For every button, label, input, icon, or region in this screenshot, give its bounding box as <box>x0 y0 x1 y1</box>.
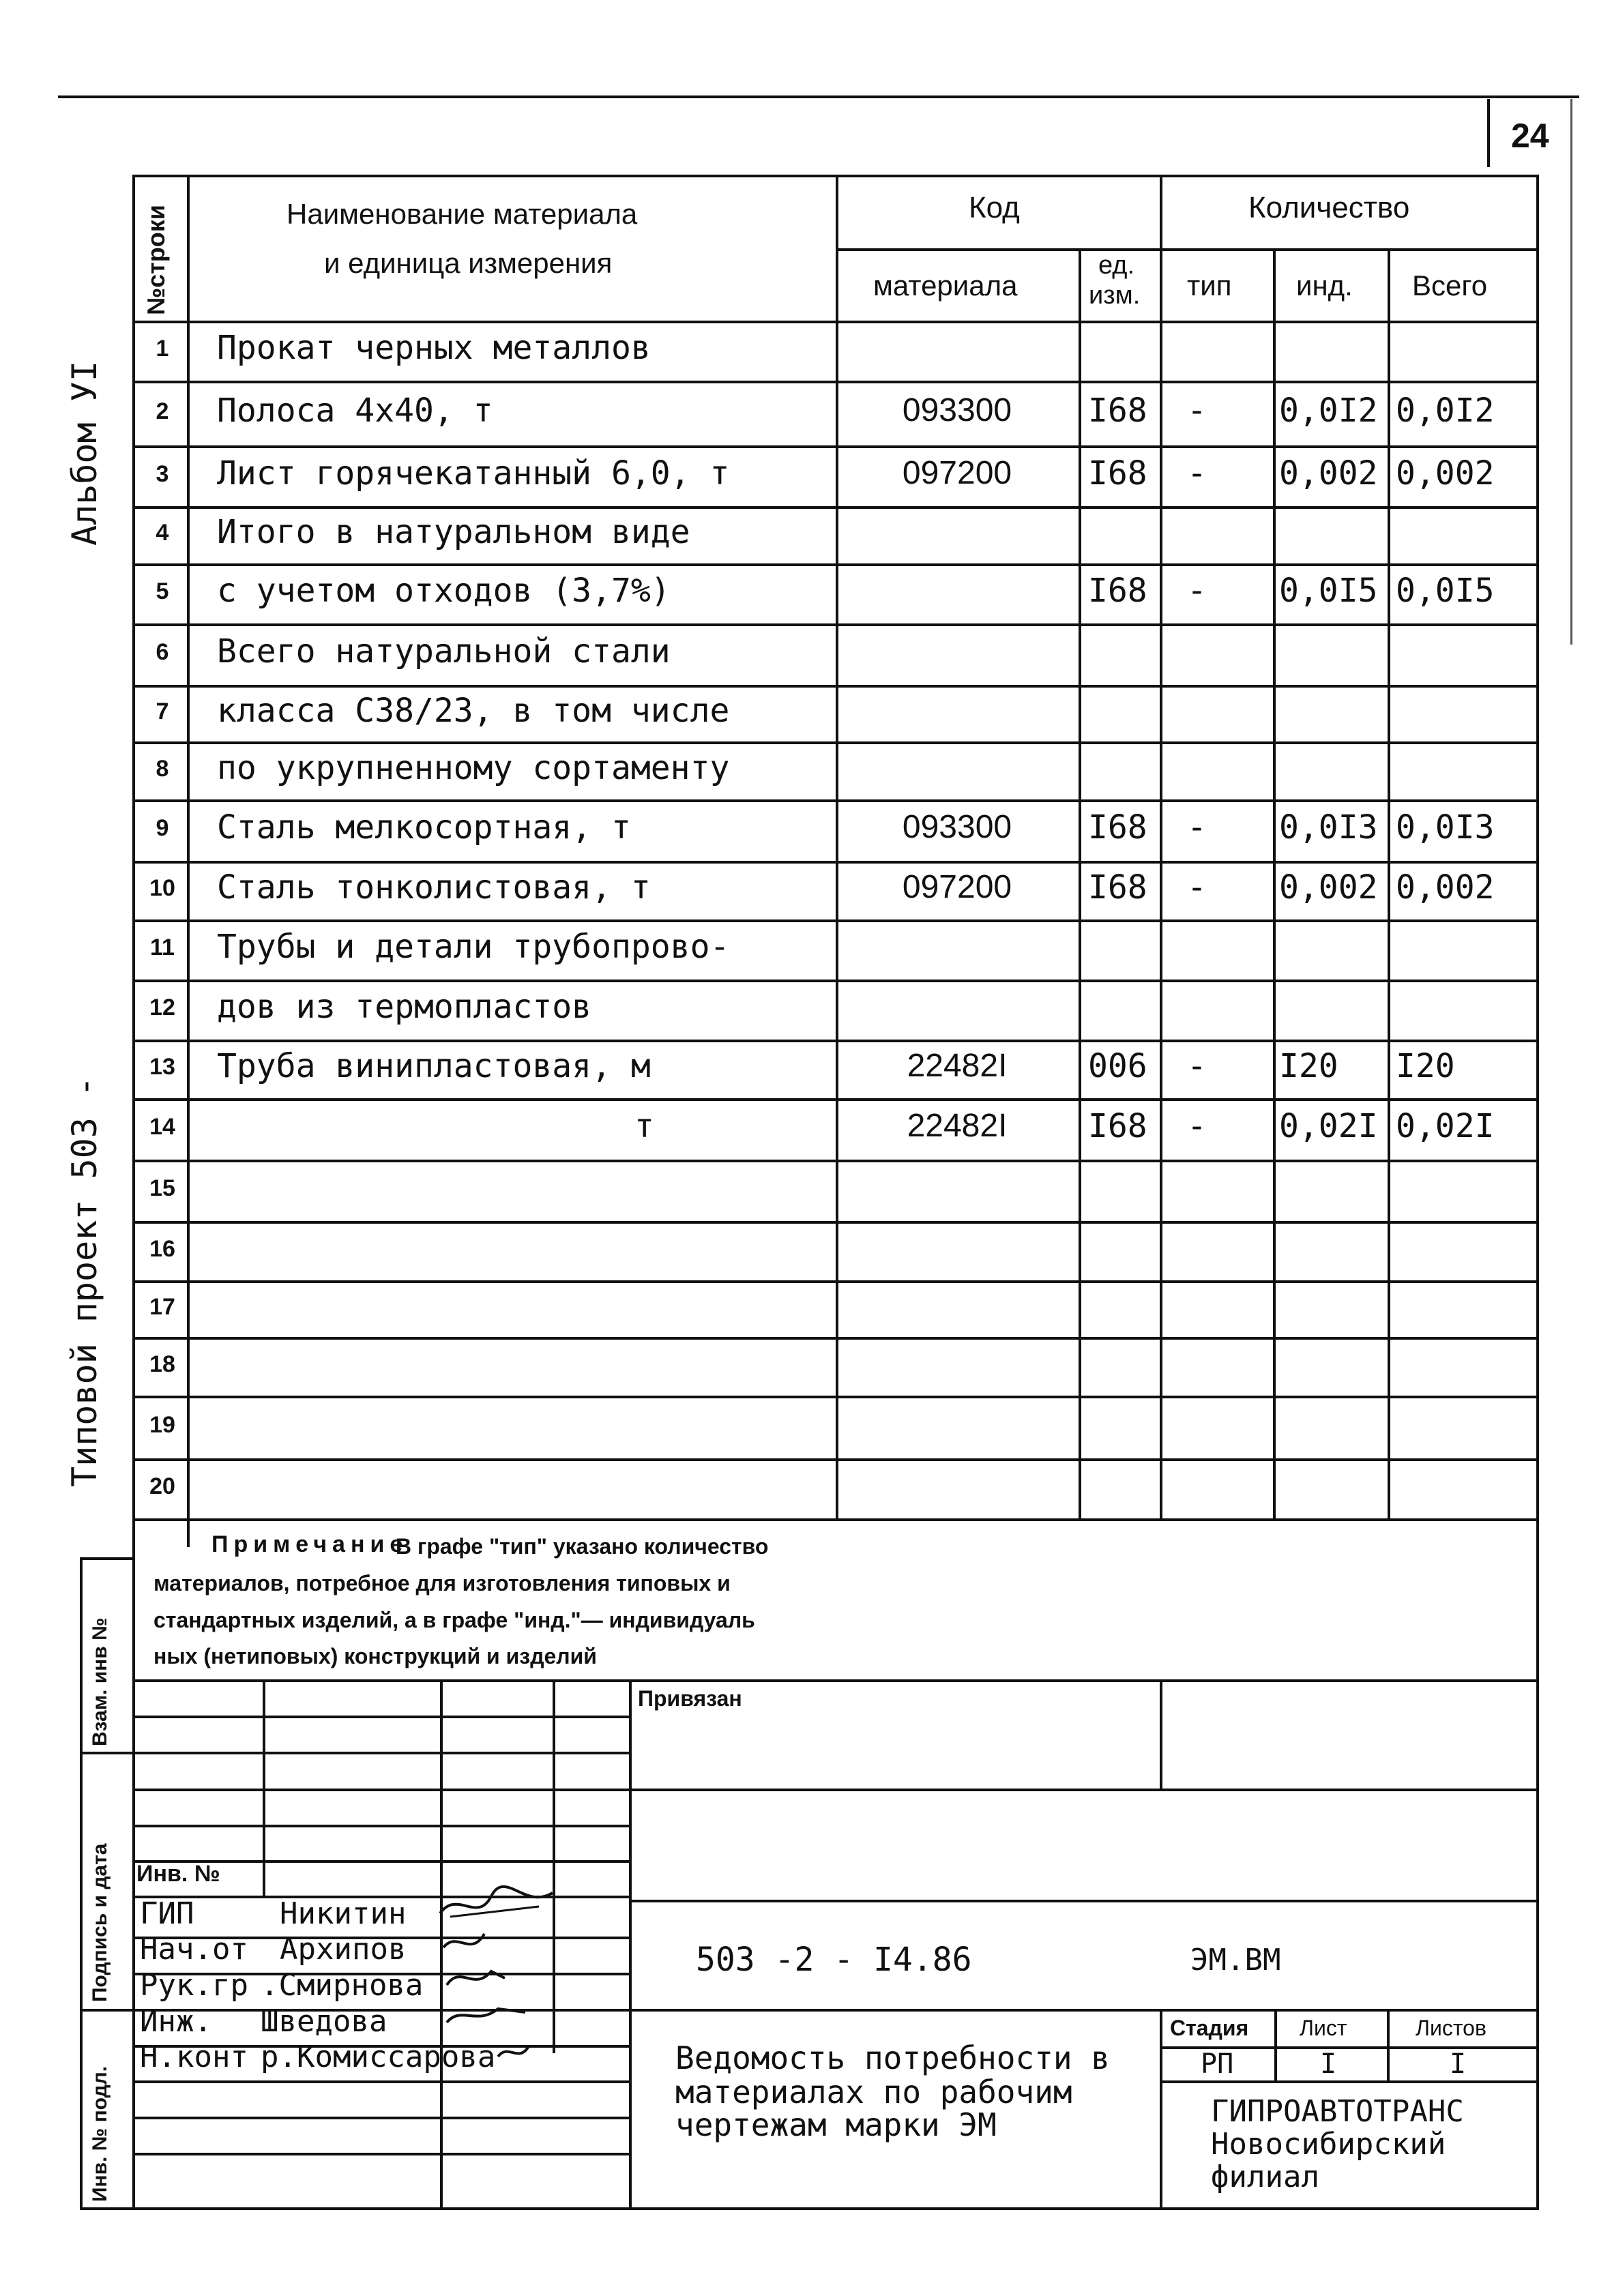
qty-ind: 0,0I2 <box>1279 391 1378 430</box>
material-code: 093300 <box>902 809 1012 845</box>
material-name: дов из термопластов <box>217 988 592 1026</box>
project-label: Типовой проект 503 - <box>65 1076 104 1487</box>
unit-code: I68 <box>1088 808 1147 847</box>
row-number: 3 <box>156 460 169 487</box>
header-name-line2: и единица измерения <box>324 247 613 279</box>
stage-label: Стадия <box>1170 2016 1249 2040</box>
qty-ind: I20 <box>1279 1047 1338 1085</box>
document-mark: ЭМ.ВМ <box>1190 1943 1281 1977</box>
qty-ind: 0,02I <box>1279 1107 1378 1145</box>
qty-ind: 0,002 <box>1279 868 1378 907</box>
row-number: 14 <box>149 1114 175 1140</box>
qty-type: - <box>1187 1107 1207 1145</box>
unit-code: I68 <box>1088 572 1147 610</box>
qty-total: 0,0I5 <box>1396 572 1495 610</box>
signature-role: Инж. <box>140 2004 212 2039</box>
signature-name: р.Комиссарова <box>261 2040 496 2074</box>
qty-total: 0,002 <box>1396 868 1495 907</box>
stage-value: РП <box>1201 2048 1234 2080</box>
unit-code: I68 <box>1088 1107 1147 1145</box>
note-line-2: материалов, потребное для изготовления типовых и <box>153 1571 731 1595</box>
signature-name: Никитин <box>280 1896 407 1931</box>
header-code-material: материала <box>873 269 1018 301</box>
row-number: 20 <box>149 1473 175 1499</box>
inventory-label: Инв. № <box>136 1861 220 1887</box>
material-code: 097200 <box>902 869 1012 905</box>
unit-code: 006 <box>1088 1047 1147 1085</box>
header-qty-ind: инд. <box>1296 269 1353 301</box>
qty-type: - <box>1187 572 1207 610</box>
header-qty-total: Всего <box>1412 269 1488 301</box>
material-name: Трубы и детали трубопрово- <box>217 928 730 966</box>
unit-code: I68 <box>1088 454 1147 492</box>
organization-line1: ГИПРОАВТОТРАНС <box>1211 2094 1464 2129</box>
signature-name: Шведова <box>261 2004 387 2039</box>
top-rule <box>58 95 1579 98</box>
row-number: 19 <box>149 1412 175 1438</box>
header-quantity: Количество <box>1248 191 1410 224</box>
row-number: 16 <box>149 1235 175 1262</box>
row-number: 9 <box>156 815 169 841</box>
header-code-unit-line1: ед. <box>1098 251 1135 280</box>
signature-role: Нач.от <box>140 1932 248 1967</box>
material-name: с учетом отходов (3,7%) <box>217 572 671 610</box>
signature-role: Н.конт <box>140 2040 248 2074</box>
row-number: 17 <box>149 1293 175 1320</box>
sheet-label: Лист <box>1300 2016 1347 2040</box>
qty-total: 0,0I2 <box>1396 391 1495 430</box>
material-name: Труба винипластовая, м <box>217 1047 651 1085</box>
album-label: Альбом УI <box>65 361 104 546</box>
note-title: Примечание <box>211 1531 409 1557</box>
document-title-line2: материалах по рабочим <box>675 2074 1072 2110</box>
stamp-label-inventory: Инв. № подл. <box>89 2065 111 2202</box>
qty-ind: 0,0I5 <box>1279 572 1378 610</box>
qty-total: I20 <box>1396 1047 1455 1085</box>
row-number: 10 <box>149 875 175 901</box>
signature-scribbles <box>437 1883 573 2087</box>
row-number: 7 <box>156 698 169 724</box>
material-name: Лист горячекатанный 6,0, т <box>217 454 730 492</box>
qty-type: - <box>1187 868 1207 907</box>
qty-total: 0,02I <box>1396 1107 1495 1145</box>
qty-type: - <box>1187 391 1207 430</box>
header-row-number: №строки <box>142 205 170 315</box>
sheets-label: Листов <box>1416 2016 1486 2040</box>
row-number: 2 <box>156 398 169 424</box>
sheets-value: I <box>1450 2048 1467 2080</box>
material-code: 22482I <box>907 1108 1008 1144</box>
sheet-value: I <box>1320 2048 1337 2080</box>
unit-code: I68 <box>1088 391 1147 430</box>
qty-ind: 0,002 <box>1279 454 1378 492</box>
row-number: 15 <box>149 1175 175 1201</box>
row-number: 11 <box>150 934 175 960</box>
row-number: 8 <box>156 755 169 782</box>
material-code: 097200 <box>902 454 1012 491</box>
qty-ind: 0,0I3 <box>1279 808 1378 847</box>
material-name: Прокат черных металлов <box>217 329 651 367</box>
material-code: 22482I <box>907 1048 1008 1084</box>
page-number-box-left <box>1487 99 1490 167</box>
material-name: класса С38/23, в том числе <box>217 691 730 730</box>
signature-role: Рук.гр <box>140 1968 248 2003</box>
organization-line2: Новосибирский <box>1211 2127 1446 2162</box>
material-name: Всего натуральной стали <box>217 632 671 671</box>
organization-line3: филиал <box>1211 2160 1319 2194</box>
qty-type: - <box>1187 454 1207 492</box>
document-title-line3: чертежам марки ЭМ <box>675 2106 997 2143</box>
material-name: Итого в натуральном виде <box>217 513 690 551</box>
unit-code: I68 <box>1088 868 1147 907</box>
document-title-line1: Ведомость потребности в <box>675 2040 1110 2076</box>
signature-name: .Смирнова <box>261 1968 424 2003</box>
material-name: Полоса 4х40, т <box>217 391 493 430</box>
qty-type: - <box>1187 808 1207 847</box>
row-number: 1 <box>156 336 169 362</box>
row-number: 5 <box>156 578 169 604</box>
material-code: 093300 <box>902 392 1012 428</box>
qty-total: 0,002 <box>1396 454 1495 492</box>
row-number: 4 <box>156 520 169 546</box>
signature-name: Архипов <box>280 1932 407 1967</box>
note-line-3: стандартных изделий, а в графе "инд."— индивидуаль <box>153 1608 755 1632</box>
stamp-label-signature: Подпись и дата <box>89 1843 111 2002</box>
material-name: Сталь мелкосортная, т <box>217 808 631 847</box>
header-code: Код <box>969 191 1020 224</box>
qty-type: - <box>1187 1047 1207 1085</box>
page-number: 24 <box>1511 117 1549 155</box>
row-number: 18 <box>149 1351 175 1377</box>
header-name-line1: Наименование материала <box>287 198 638 230</box>
note-line-1: В графе "тип" указано количество <box>396 1534 769 1559</box>
material-name: т <box>634 1107 654 1145</box>
row-number: 12 <box>149 995 175 1020</box>
qty-total: 0,0I3 <box>1396 808 1495 847</box>
page-right-edge <box>1570 99 1572 645</box>
note-line-4: ных (нетиповых) конструкций и изделий <box>153 1644 597 1668</box>
material-name: по укрупненному сортаменту <box>217 748 730 787</box>
document-code: 503 -2 - I4.86 <box>696 1941 972 1979</box>
material-name: Сталь тонколистовая, т <box>217 868 651 907</box>
stamp-label-replacement: Взам. инв № <box>89 1617 111 1746</box>
header-qty-type: тип <box>1187 269 1232 301</box>
row-number: 13 <box>149 1054 175 1080</box>
bound-label: Привязан <box>638 1686 742 1711</box>
header-code-unit-line2: изм. <box>1089 281 1141 310</box>
row-number: 6 <box>156 639 169 665</box>
signature-role: ГИП <box>140 1896 194 1931</box>
